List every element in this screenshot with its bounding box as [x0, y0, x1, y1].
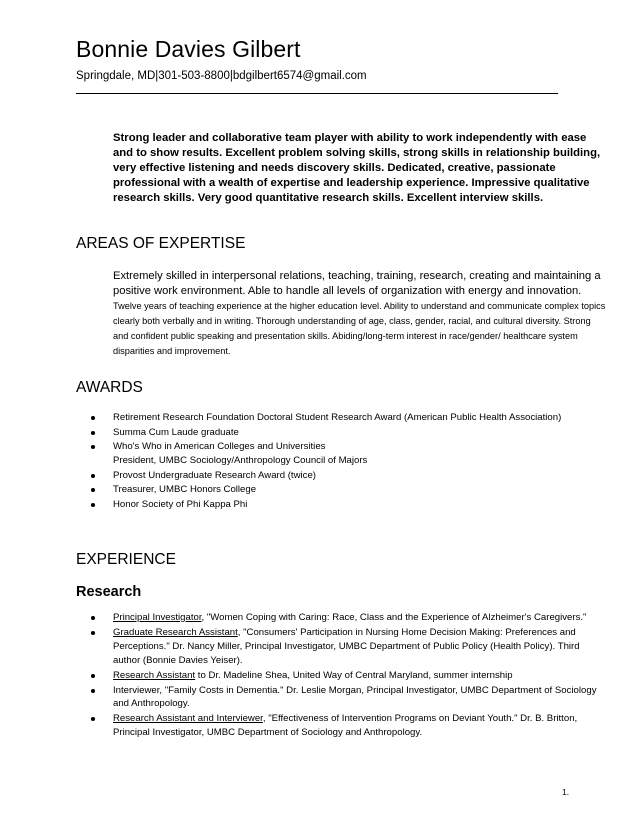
header-divider	[76, 93, 558, 94]
award-text: Honor Society of Phi Kappa Phi	[113, 498, 248, 510]
bullet-icon	[91, 717, 95, 721]
experience-heading: EXPERIENCE	[76, 551, 176, 568]
bullet-icon	[91, 503, 95, 507]
award-text: President, UMBC Sociology/Anthropology Council of Majors	[113, 455, 368, 467]
research-list	[88, 611, 608, 741]
summary-paragraph: Strong leader and collaborative team player with ability to work independently with ease and to show results. Excellent problem solving skills, strong skills in relationship building, very effective listening and needs discovery skills. Dedicated, creative, passionate professional with a wealth of expertise and leadership experience. Impressive qualitative research skills. Very good quantitative research skills. Excellent interview skills.	[113, 132, 601, 204]
expertise-text-small: Twelve years of teaching experience at the higher education level. Ability to understand and communicate complex topics clearly both verbally and in writing. Thorough understanding of age, class, gender, racial, and cultural diversity. Strong and confident public speaking and presentation skills. Abiding/long-term interest in race/gender/ healthcare system disparities and improvement.	[113, 301, 606, 356]
candidate-name: Bonnie Davies Gilbert	[76, 36, 301, 62]
page-number: 1.	[562, 787, 570, 797]
list-item	[88, 411, 608, 425]
list-item	[88, 712, 608, 740]
bullet-icon	[91, 631, 95, 635]
award-text: Retirement Research Foundation Doctoral Student Research Award (American Public Health Association)	[113, 412, 562, 423]
research-role: Research Assistant and Interviewer	[113, 713, 263, 725]
bullet-icon	[91, 616, 95, 620]
award-text: Treasurer, UMBC Honors College	[113, 484, 257, 496]
bullet-icon	[91, 474, 95, 478]
research-role: Principal Investigator	[113, 612, 202, 623]
bullet-icon	[91, 416, 95, 420]
expertise-heading: AREAS OF EXPERTISE	[76, 235, 246, 252]
list-item	[88, 469, 608, 483]
research-text: , "Women Coping with Caring: Race, Class and the Experience of Alzheimer's Caregivers."	[201, 612, 587, 623]
contact-info: Springdale, MD|301-503-8800|bdgilbert6574@gmail.com	[76, 70, 367, 82]
bullet-icon	[91, 445, 95, 449]
list-item	[88, 669, 608, 683]
list-item	[88, 498, 608, 512]
award-text: Who's Who in American Colleges and Universities	[113, 441, 326, 453]
award-text: Provost Undergraduate Research Award (twice)	[113, 469, 316, 481]
expertise-paragraph	[113, 269, 608, 359]
research-role: Research Assistant	[113, 669, 196, 681]
awards-list	[88, 411, 608, 513]
research-text: , "Consumers' Participation in Nursing Home Decision Making: Preferences and Perceptions." Dr. Nancy Miller, Principal Investigator, UMBC Department of Public Policy (Health Policy). Third author (Bonnie Davies Yeiser).	[113, 626, 580, 666]
award-text: Summa Cum Laude graduate	[113, 426, 239, 438]
bullet-icon	[91, 488, 95, 492]
list-item	[88, 611, 608, 625]
bullet-icon	[91, 431, 95, 435]
research-text: , "Effectiveness of Intervention Programs on Deviant Youth." Dr. B. Britton, Principal Investigator, UMBC Department of Sociology and Anthropology.	[113, 713, 578, 739]
research-subheading: Research	[76, 584, 142, 600]
list-item	[88, 426, 608, 440]
research-text: Interviewer, "Family Costs in Dementia." Dr. Leslie Morgan, Principal Investigator, UMBC Department of Sociology and Anthropology.	[113, 684, 597, 710]
research-role: Graduate Research Assistant	[113, 626, 238, 638]
research-text: to Dr. Madeline Shea, United Way of Central Maryland, summer internship	[195, 669, 513, 681]
awards-heading: AWARDS	[76, 379, 143, 396]
expertise-text-large: Extremely skilled in interpersonal relations, teaching, training, research, creating and maintaining a positive work environment. Able to handle all levels of organization with energy and innovation.	[113, 270, 601, 297]
list-item	[88, 440, 608, 468]
list-item	[88, 684, 608, 712]
list-item	[88, 626, 608, 667]
list-item	[88, 483, 608, 497]
bullet-icon	[91, 689, 95, 693]
bullet-icon	[91, 674, 95, 678]
